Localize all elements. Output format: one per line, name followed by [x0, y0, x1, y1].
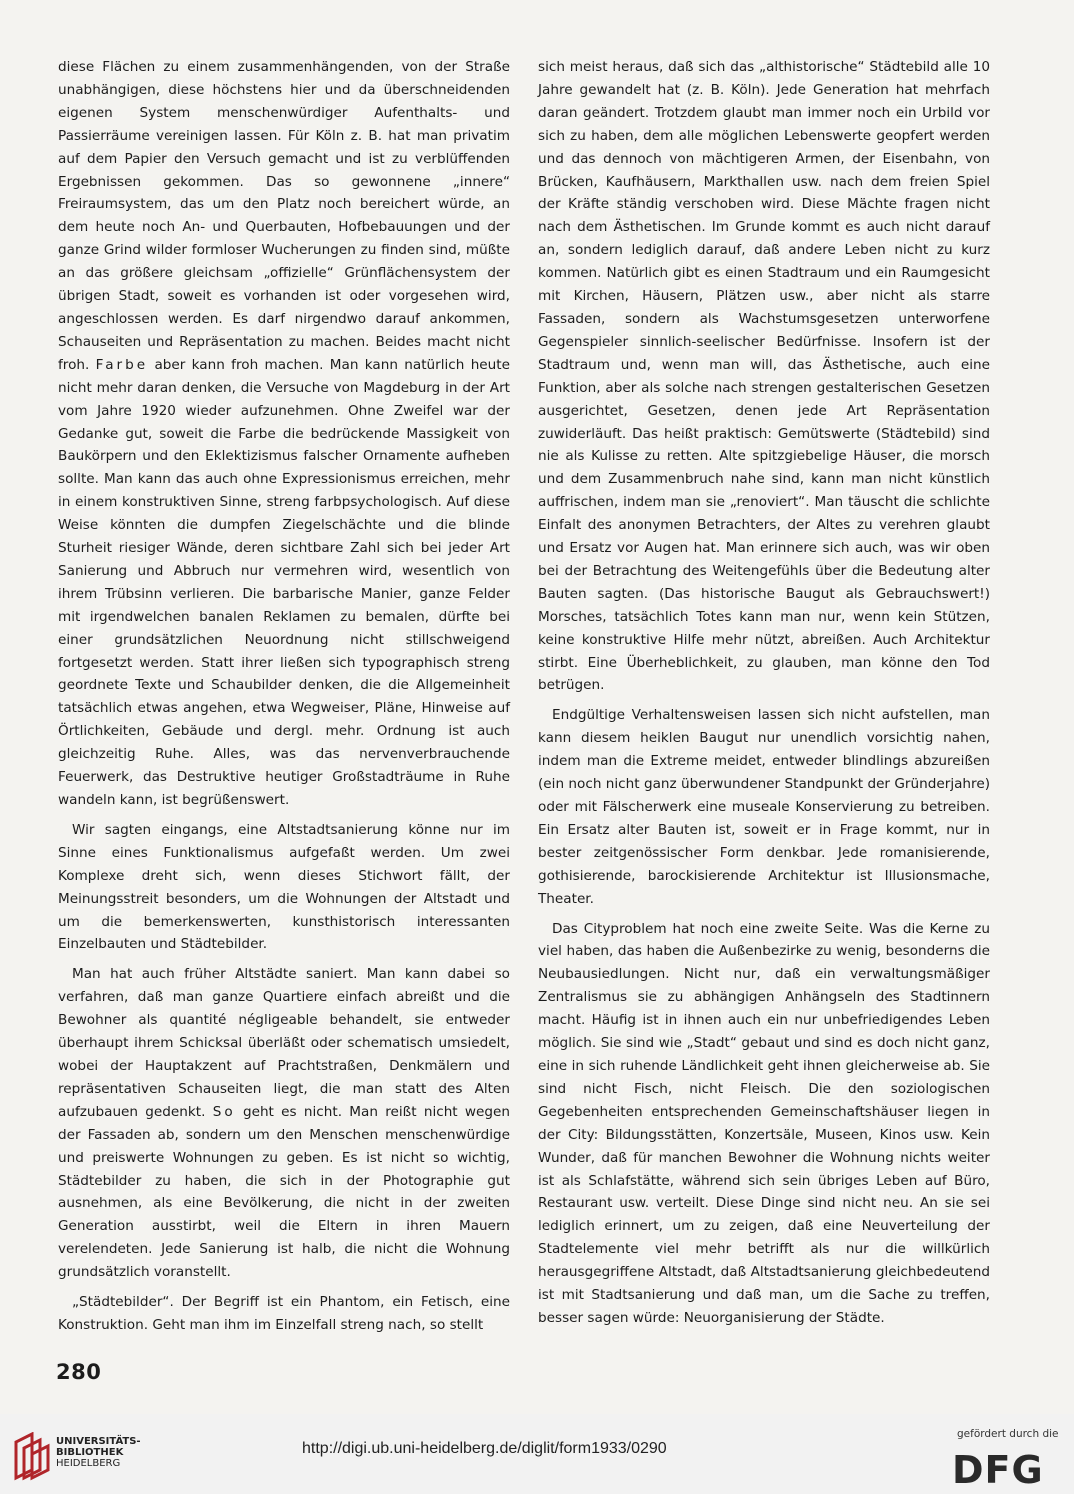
- paragraph-text: diese Flächen zu einem zusammenhängenden, von der Straße unabhängigen, diese höchstens hier und da überschneidenden eigenen System menschenwürdiger Aufenthalts- und Passierräume vereinigen lassen. Für Köln z. B. hat man privatim auf dem Papier den Versuch gemacht und ist zu verblüffenden Ergebnissen gekommen. Das so gewonnene „innere“ Freiraumsystem, das um den Platz noch bereichert würde, an dem heute noch An- und Querbauten, Hofbebauungen und der ganze Grind wilder formloser Wucherungen zu finden sind, müßte an das größere gleichsam „offizielle“ Grünflächensystem der übrigen Stadt, soweit es vorhanden ist oder vorgesehen wird, angeschlossen werden. Es darf nirgendwo darauf ankommen, Schauseiten und Repräsentation zu machen. Beides macht nicht froh.: [58, 59, 510, 373]
- page-number: 280: [56, 1360, 102, 1384]
- paragraph-text: aber kann froh machen. Man kann natürlich heute nicht mehr daran denken, die Versuche von Magdeburg in der Art vom Jahre 1920 wieder aufzunehmen. Ohne Zweifel war der Gedanke gut, soweit die Farbe die bedrückende Massigkeit von Baukörpern und den Eklektizismus falscher Ornamente aufheben sollte. Man kann das auch ohne Expressionismus erreichen, mehr in einem konstruktiven Sinne, streng farbpsychologisch. Auf diese Weise könnten die dumpfen Ziegelschächte und die blinde Sturheit riesiger Wände, deren sichtbare Zahl sich bei jeder Art Sanierung und Abbruch nur vermehren wird, wesentlich von ihrem Trübsinn verlieren. Die barbarische Manier, ganze Felder mit irgendwelchen banalen Reklamen zu bemalen, dürfte bei einer grundsätzlichen Neuordnung nicht stillschweigend fortgesetzt werden. Statt ihrer ließen sich typographisch streng geordnete Texte und Schaubilder denken, die die Allgemeinheit tatsächlich etwas angehen, etwa Wegweiser, Pläne, Hinweise auf Örtlichkeiten, Gebäude und dergl. mehr. Ordnung ist auch gleichzeitig Ruhe. Alles, was das nervenverbrauchende Feuerwerk, das Destruktive heutiger Großstadträume in Ruhe wandeln kann, ist begrüßenswert.: [58, 356, 510, 808]
- paragraph: Endgültige Verhaltensweisen lassen sich nicht aufstellen, man kann diesem heiklen Baugut nur unendlich vorsichtig nahen, indem man die Extreme meidet, entweder blindlings abzureißen (ein noch nicht ganz überwundener Standpunkt der Gründerjahre) oder mit Fälscherwerk eine museale Konservierung zu betreiben. Ein Ersatz alter Bauten ist, soweit er in Frage kommt, nur in bester zeitgenössischer Form denkbar. Jede romanisierende, gothisierende, barockisierende Architektur ist Illusionsmache, Theater.: [538, 707, 990, 907]
- paragraph: „Städtebilder“. Der Begriff ist ein Phantom, ein Fetisch, eine Konstruktion. Geht man ihm im Einzelfall streng nach, so stellt: [58, 1294, 510, 1333]
- footer: [0, 1414, 1074, 1494]
- paragraph-text: Man hat auch früher Altstädte saniert. Man kann dabei so verfahren, daß man ganze Quartiere einfach abreißt und die Bewohner als quantité négligeable behandelt, sie entweder überhaupt ihrem Schicksal überläßt oder schematisch umsiedelt, wobei der Hauptakzent auf Prachtstraßen, Denkmälern und repräsentativen Schauseiten liegt, die man statt des Alten aufzubauen gedenkt.: [58, 966, 510, 1120]
- emphasis-text: Farbe: [95, 356, 149, 373]
- left-column: [58, 56, 510, 1337]
- emphasis-text: So: [212, 1103, 236, 1120]
- library-line: UNIVERSITÄTS-: [56, 1436, 141, 1447]
- paragraph: Das Cityproblem hat noch eine zweite Seite. Was die Kerne zu viel haben, das haben die Außenbezirke zu wenig, besonderns die Neubausiedlungen. Nicht nur, daß ein verwaltungsmäßiger Zentralismus sie zu abhängigen Anhängseln des Stadtinnern macht. Häufig ist in ihnen auch ein nur unbefriedigendes Leben möglich. Sie sind wie „Stadt“ gebaut und sind es doch nicht ganz, eine in sich ruhende Ländlichkeit geht ihnen gleicherweise ab. Sie sind nicht Fisch, nicht Fleisch. Die den soziologischen Gegebenheiten entsprechenden Gemeinschaftshäuser liegen in der City: Bildungsstätten, Konzertsäle, Museen, Kinos usw. Kein Wunder, daß für manchen Bewohner die Wohnung nichts weiter ist als Schlafstätte, während sich sein übriges Leben auf Büro, Restaurant usw. verteilt. Diese Dinge sind nicht neu. An sie sei lediglich erinnert, um zu zeigen, daß eine Neuverteilung der Stadtelemente viel mehr betrifft als nur die willkürlich herausgegriffene Altstadt, daß Altstadtsanierung gleichbedeutend ist mit Stadtsanierung und daß man, um die Sache zu treffen, besser sagen würde: Neuorganisierung der Städte.: [538, 920, 990, 1326]
- paragraph: [58, 963, 510, 1284]
- university-library-logo-icon: [12, 1432, 52, 1482]
- funding-note: gefördert durch die: [957, 1428, 1059, 1440]
- paragraph-text: geht es nicht. Man reißt nicht wegen der Fassaden ab, sondern um den Menschen menschenwürdige und preiswerte Wohnungen zu geben. Es ist nicht so wichtig, Städtebilder zu haben, die sich in der Photographie gut ausnehmen, als eine Bevölkerung, die nicht in der zweiten Generation ausstirbt, weil die Eltern in ihren Mauern verelendeten. Jede Sanierung ist halb, die nicht die Wohnung grundsätzlich voranstellt.: [58, 1103, 511, 1281]
- paragraph: [58, 56, 510, 812]
- library-line: BIBLIOTHEK: [56, 1447, 124, 1458]
- source-url-link[interactable]: http://digi.ub.uni-heidelberg.de/diglit/form1933/0290: [302, 1440, 667, 1457]
- right-column: [538, 56, 990, 1330]
- paragraph: Wir sagten eingangs, eine Altstadtsanierung könne nur im Sinne eines Funktionalismus aufgefaßt werden. Um zwei Komplexe dreht sich, wenn dieses Stichwort fällt, der Meinungsstreit besonders, um die Wohnungen der Altstadt und um die bemerkenswerten, kunsthistorisch interessanten Einzelbauten und Städtebilder.: [58, 821, 510, 953]
- library-line: HEIDELBERG: [56, 1458, 121, 1469]
- dfg-logo: DFG: [952, 1448, 1044, 1492]
- library-name: [56, 1436, 141, 1469]
- paragraph: sich meist heraus, daß sich das „althistorische“ Städtebild alle 10 Jahre gewandelt hat (z. B. Köln). Jede Generation hat mehrfach daran geändert. Trotzdem glaubt man immer noch ein Urbild vor sich zu haben, dem alle möglichen Lebenswerte geopfert werden und das dennoch von mächtigeren Armen, der Eisenbahn, von Brücken, Kaufhäusern, Markthallen usw. nach dem freien Spiel der Kräfte ständig verschoben wird. Diese Mächte fragen nicht nach dem Ästhetischen. Im Grunde kommt es auch nicht darauf an, sondern lediglich darauf, daß andere Leben nicht zu kurz kommen. Natürlich gibt es einen Stadtraum und ein Raumgesicht mit Kirchen, Häusern, Plätzen usw., aber nicht als starre Fassaden, sondern als Wachstumsgesetzen unterworfene Gegenspieler sinnlich-seelischer Bedürfnisse. Insofern ist der Stadtraum und, wenn man will, das Ästhetische, auch eine Funktion, aber als solche nach strengen gestalterischen Gesetzen ausgerichtet, Gesetzen, denen jede Art Repräsentation zuwiderläuft. Das heißt praktisch: Gemütswerte (Städtebild) sind nie als Kulisse zu retten. Alte spitzgiebelige Häuser, die morsch und dem Zusammenbruch nahe sind, kann man nicht künstlich auffrischen, indem man sie „renoviert“. Man täuscht die schlichte Einfalt des anonymen Betrachters, der Altes zu verehren glaubt und Ersatz vor Augen hat. Man erinnere sich auch, was wir oben bei der Betrachtung des Weitengefühls über die Bedeutung alter Bauten sagten. (Das historische Baugut als Gebrauchswert!) Morsches, tatsächlich Totes kann man nur, wenn kein Stützen, keine konstruktive Hilfe mehr nützt, abreißen. Auch Architektur stirbt. Eine Überheblichkeit, zu glauben, man könne den Tod betrügen.: [538, 59, 990, 694]
